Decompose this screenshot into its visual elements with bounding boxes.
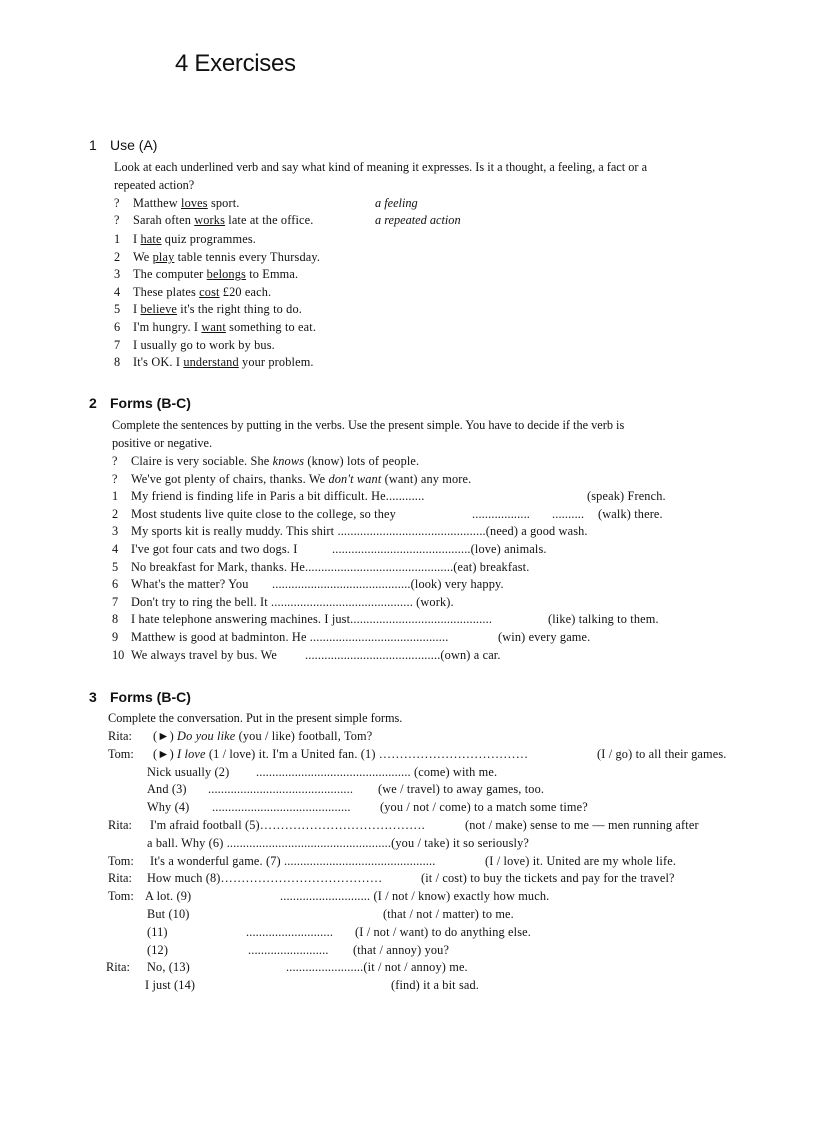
- section-number: 3: [89, 689, 97, 705]
- exercise-item: [133, 267, 298, 282]
- sentence-text: (12): [147, 943, 169, 957]
- sentence-text: table tennis every Thursday.: [174, 250, 321, 264]
- exercise-item: [133, 320, 316, 335]
- sentence-text: ...........................................(look) very happy.: [272, 577, 504, 591]
- item-number: 10: [112, 648, 125, 662]
- exercise-item: [133, 355, 314, 370]
- sentence-text: .........................: [248, 943, 329, 957]
- sentence-text: ............................ (I / not / know) exactly how much.: [280, 889, 550, 903]
- sentence-text: I'm hungry. I: [133, 320, 202, 334]
- instruction-text: positive or negative.: [112, 436, 213, 450]
- sentence-text: (1 / love) it. I'm a United fan. (1) ………………………………: [205, 747, 529, 761]
- dialogue-line: [150, 818, 425, 833]
- item-number: 3: [112, 524, 119, 538]
- sentence-text: These plates: [133, 285, 200, 299]
- underlined-verb: believe: [140, 302, 178, 316]
- sentence-text: But (10): [147, 907, 190, 921]
- sentence-text: Most students live quite close to the college, so they: [131, 507, 396, 521]
- sentence-text: Claire is very sociable. She: [131, 454, 273, 468]
- exercise-item: [131, 577, 249, 592]
- sentence-text: (I / not / want) to do anything else.: [355, 925, 531, 939]
- sentence-text: The computer: [133, 267, 207, 281]
- section-title: Forms (B-C): [110, 395, 191, 411]
- instruction-text: Look at each underlined verb and say what kind of meaning it expresses. Is it a thought, a feeling, a fact or a: [114, 160, 648, 174]
- sentence-text: Matthew is good at badminton. He ...........................................: [131, 630, 449, 644]
- section-number: 1: [89, 137, 97, 153]
- sentence-text: Matthew: [133, 196, 181, 210]
- dialogue-line-segment: [246, 925, 333, 940]
- sentence-text: ..........: [552, 507, 585, 521]
- sentence-text: (I / go) to all their games.: [597, 747, 727, 761]
- sentence-text: I've got four cats and two dogs. I: [131, 542, 298, 556]
- sentence-text: How much (8)…………………………………: [147, 871, 383, 885]
- sentence-text: No breakfast for Mark, thanks. He..............................................(eat) breakfast.: [131, 560, 530, 574]
- sentence-text: I just (14): [145, 978, 196, 992]
- exercise-item: [131, 648, 277, 663]
- dialogue-line-segment: [355, 925, 531, 940]
- speaker-label: Tom:: [108, 854, 134, 868]
- exercise-item: [131, 524, 588, 539]
- dialogue-line-segment: [597, 747, 727, 762]
- sentence-text: We: [133, 250, 153, 264]
- example-answer: I love: [177, 747, 206, 761]
- speaker-label: Tom:: [108, 747, 134, 761]
- sentence-text: (it / cost) to buy the tickets and pay for the travel?: [421, 871, 675, 885]
- sentence-text: Nick usually (2): [147, 765, 230, 779]
- underlined-verb: understand: [183, 355, 239, 369]
- sentence-text: (want) any more.: [381, 472, 472, 486]
- dialogue-line: [147, 943, 168, 958]
- item-number: 1: [114, 232, 121, 246]
- sentence-text: (I / love) it. United are my whole life.: [485, 854, 677, 868]
- dialogue-line-segment: [256, 765, 497, 780]
- underlined-verb: want: [201, 320, 226, 334]
- exercise-item-segment: [272, 577, 504, 592]
- dialogue-line-segment: [465, 818, 699, 833]
- sentence-text: We've got plenty of chairs, thanks. We: [131, 472, 329, 486]
- section-heading-2: [89, 395, 191, 411]
- sentence-text: It's a wonderful game. (7) ...............................................: [150, 854, 436, 868]
- dialogue-line: [153, 747, 528, 762]
- sentence-text: (that / not / matter) to me.: [383, 907, 514, 921]
- dialogue-line: [153, 729, 372, 744]
- sentence-text: We always travel by bus. We: [131, 648, 277, 662]
- sentence-text: Sarah often: [133, 213, 195, 227]
- sentence-text: (11): [147, 925, 168, 939]
- sentence-text: A lot. (9): [145, 889, 192, 903]
- dialogue-line: [147, 871, 382, 886]
- sentence-text: (walk) there.: [598, 507, 663, 521]
- sentence-text: ................................................ (come) with me.: [256, 765, 498, 779]
- section-heading-1: [89, 137, 157, 153]
- dialogue-line: [147, 960, 190, 975]
- exercise-item: [133, 250, 320, 265]
- item-number: 9: [112, 630, 119, 644]
- sentence-text: (you / not / come) to a match some time?: [380, 800, 588, 814]
- sentence-text: ..........................................(own) a car.: [305, 648, 501, 662]
- instruction-text: repeated action?: [114, 178, 195, 192]
- exercise-item-segment: [552, 507, 584, 522]
- dialogue-line-segment: [380, 800, 588, 815]
- example-sentence: [133, 213, 314, 228]
- page-title: 4 Exercises: [175, 50, 296, 77]
- item-number: 7: [114, 338, 121, 352]
- sentence-text: I hate telephone answering machines. I just............................................: [131, 612, 493, 626]
- exercise-item-segment: [305, 648, 501, 663]
- exercise-item: [131, 542, 297, 557]
- sentence-text: sport.: [207, 196, 240, 210]
- item-number: 4: [112, 542, 119, 556]
- dialogue-line: [147, 782, 187, 797]
- dialogue-line: [147, 907, 190, 922]
- dialogue-line-segment: [212, 800, 351, 815]
- sentence-text: I usually go to work by bus.: [133, 338, 275, 352]
- exercise-item: [131, 472, 471, 487]
- underlined-verb: belongs: [206, 267, 246, 281]
- exercise-item: [131, 612, 492, 627]
- example-answer: a feeling: [375, 196, 418, 210]
- item-number: 2: [114, 250, 121, 264]
- exercise-item: [131, 507, 396, 522]
- dialogue-line-segment: [353, 943, 449, 958]
- sentence-text: quiz programmes.: [161, 232, 256, 246]
- exercise-item: [133, 302, 302, 317]
- exercise-item-segment: [598, 507, 663, 522]
- exercise-item: [133, 232, 256, 247]
- sentence-text: (that / annoy) you?: [353, 943, 450, 957]
- sentence-text: it's the right thing to do.: [177, 302, 302, 316]
- item-number: ?: [112, 454, 118, 468]
- sentence-text: ...........................................(love) animals.: [332, 542, 547, 556]
- exercise-item-segment: [498, 630, 590, 645]
- underlined-verb: play: [152, 250, 175, 264]
- sentence-text: ..................: [472, 507, 531, 521]
- dialogue-line-segment: [378, 782, 544, 797]
- sentence-text: My friend is finding life in Paris a bit difficult. He............: [131, 489, 425, 503]
- sentence-text: something to eat.: [225, 320, 317, 334]
- item-number: 2: [112, 507, 119, 521]
- exercise-item: [131, 489, 425, 504]
- dialogue-line-segment: [286, 960, 468, 975]
- example-answer: don't want: [328, 472, 382, 486]
- example-answer: Do you like: [177, 729, 236, 743]
- section-number: 2: [89, 395, 97, 411]
- speaker-label: Rita:: [108, 729, 132, 743]
- underlined-verb: works: [194, 213, 226, 227]
- sentence-text: Don't try to ring the bell. It ............................................ (work).: [131, 595, 454, 609]
- sentence-text: My sports kit is really muddy. This shirt ..............................................(need) a good wash.: [131, 524, 588, 538]
- exercise-item-segment: [472, 507, 530, 522]
- dialogue-line-segment: [208, 782, 353, 797]
- sentence-text: (not / make) sense to me — men running after: [465, 818, 699, 832]
- item-number: 5: [112, 560, 119, 574]
- sentence-text: to Emma.: [245, 267, 299, 281]
- example-sentence: [133, 196, 240, 211]
- dialogue-line: [145, 889, 191, 904]
- section-heading-3: [89, 689, 191, 705]
- exercise-item: [133, 285, 271, 300]
- sentence-text: ........................(it / not / annoy) me.: [286, 960, 468, 974]
- item-number: 4: [114, 285, 121, 299]
- sentence-text: (win) every game.: [498, 630, 591, 644]
- exercise-item: [131, 560, 529, 575]
- sentence-text: your problem.: [238, 355, 314, 369]
- sentence-text: It's OK. I: [133, 355, 184, 369]
- sentence-text: (like) talking to them.: [548, 612, 659, 626]
- sentence-text: late at the office.: [225, 213, 314, 227]
- dialogue-line: [147, 925, 168, 940]
- sentence-text: (speak) French.: [587, 489, 666, 503]
- exercise-item: [133, 338, 275, 353]
- sentence-text: What's the matter? You: [131, 577, 249, 591]
- section-title: Use (A): [110, 137, 158, 153]
- item-number: 1: [112, 489, 119, 503]
- dialogue-line-segment: [280, 889, 549, 904]
- instruction-text: Complete the conversation. Put in the present simple forms.: [108, 711, 403, 725]
- sentence-text: I'm afraid football (5)………………………………….: [150, 818, 425, 832]
- item-number: 7: [112, 595, 119, 609]
- example-answer: a repeated action: [375, 213, 461, 227]
- dialogue-line: [147, 836, 529, 851]
- sentence-text: (you / like) football, Tom?: [235, 729, 373, 743]
- dialogue-line-segment: [383, 907, 514, 922]
- underlined-verb: loves: [181, 196, 208, 210]
- exercise-item-segment: [587, 489, 666, 504]
- item-number: 8: [114, 355, 121, 369]
- exercise-item: [131, 595, 454, 610]
- dialogue-line: [150, 854, 436, 869]
- sentence-text: £20 each.: [219, 285, 272, 299]
- item-number: 6: [114, 320, 121, 334]
- speaker-label: Rita:: [108, 871, 132, 885]
- exercise-item: [131, 454, 419, 469]
- exercise-item-segment: [332, 542, 547, 557]
- item-number: 8: [112, 612, 119, 626]
- dialogue-line: [145, 978, 195, 993]
- sentence-text: ...........................: [246, 925, 334, 939]
- underlined-verb: hate: [140, 232, 162, 246]
- instruction-text: Complete the sentences by putting in the verbs. Use the present simple. You have to decide if the verb is: [112, 418, 625, 432]
- sentence-text: a ball. Why (6) ...................................................(you / take) it so seriously?: [147, 836, 530, 850]
- sentence-text: (►): [153, 747, 178, 761]
- sentence-text: (we / travel) to away games, too.: [378, 782, 545, 796]
- dialogue-line: [147, 800, 189, 815]
- underlined-verb: cost: [199, 285, 220, 299]
- sentence-text: Why (4): [147, 800, 190, 814]
- example-marker: ?: [114, 213, 120, 227]
- exercise-item: [131, 630, 448, 645]
- sentence-text: I: [133, 232, 141, 246]
- dialogue-line-segment: [421, 871, 675, 886]
- speaker-label: Tom:: [108, 889, 134, 903]
- item-number: 6: [112, 577, 119, 591]
- speaker-label: Rita:: [106, 960, 130, 974]
- example-marker: ?: [114, 196, 120, 210]
- exercise-item-segment: [548, 612, 659, 627]
- example-answer: knows: [272, 454, 305, 468]
- sentence-text: .............................................: [208, 782, 354, 796]
- dialogue-line-segment: [248, 943, 329, 958]
- sentence-text: ...........................................: [212, 800, 351, 814]
- dialogue-line: [147, 765, 229, 780]
- sentence-text: (►): [153, 729, 178, 743]
- dialogue-line-segment: [485, 854, 676, 869]
- sentence-text: No, (13): [147, 960, 190, 974]
- dialogue-line-segment: [391, 978, 479, 993]
- sentence-text: (find) it a bit sad.: [391, 978, 480, 992]
- item-number: ?: [112, 472, 118, 486]
- item-number: 5: [114, 302, 121, 316]
- section-title: Forms (B-C): [110, 689, 191, 705]
- sentence-text: I: [133, 302, 141, 316]
- speaker-label: Rita:: [108, 818, 132, 832]
- item-number: 3: [114, 267, 121, 281]
- sentence-text: And (3): [147, 782, 187, 796]
- sentence-text: (know) lots of people.: [304, 454, 420, 468]
